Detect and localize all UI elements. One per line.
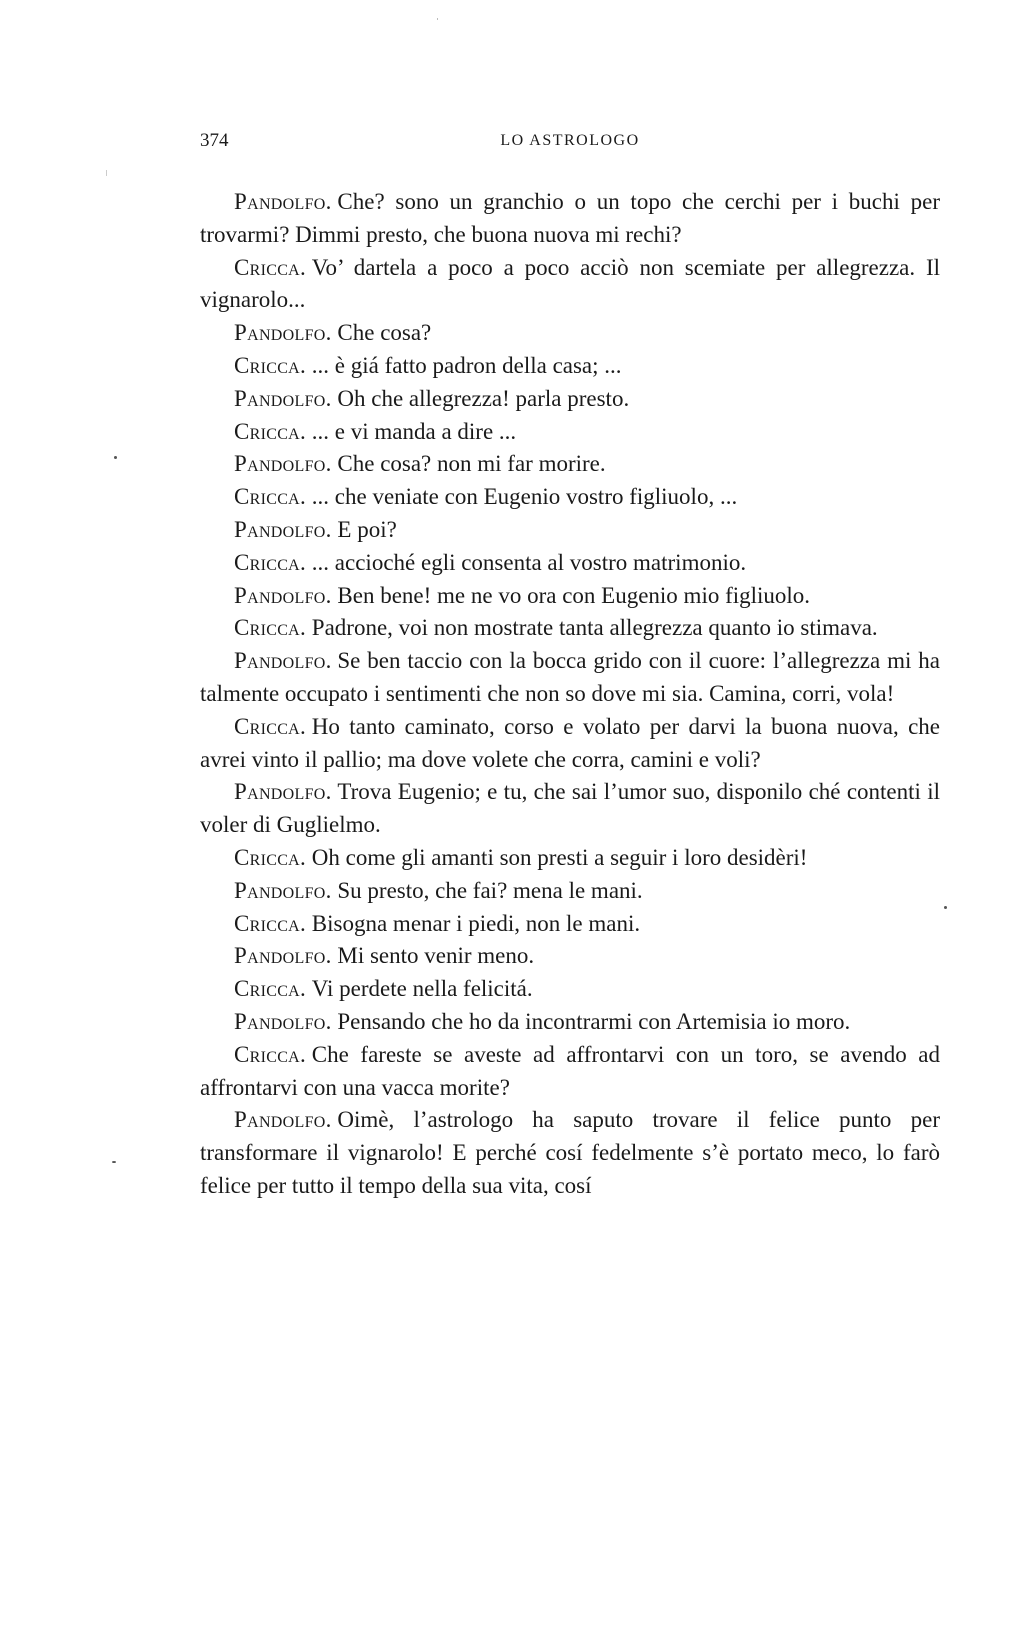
speech-text: E poi? xyxy=(337,516,397,542)
speech-line: Pandolfo. Ben bene! me ne vo ora con Eugenio mio figliuolo. xyxy=(234,582,811,608)
speech-line: Pandolfo. Che cosa? xyxy=(234,320,432,346)
speaker-name: Cricca xyxy=(234,418,301,444)
speech-text: Padrone, voi non mostrate tanta allegrezza quanto io stimava. xyxy=(311,615,878,641)
scan-speck xyxy=(944,906,947,909)
speech-text: ... è giá fatto padron della casa; ... xyxy=(311,352,622,378)
speech-line: Pandolfo. Su presto, che fai? mena le mani. xyxy=(234,877,643,903)
speech-text: Mi sento venir meno. xyxy=(337,943,535,969)
scan-speck xyxy=(112,1161,116,1163)
speech-line: Pandolfo. Che cosa? non mi far morire. xyxy=(234,451,606,477)
scan-mark xyxy=(106,170,107,176)
speech-line: Pandolfo. Che? sono un granchio o un topo che cerchi per i buchi per trovarmi? Dimmi presto, che buona nuova mi rechi? xyxy=(200,189,940,247)
speech-line: Pandolfo. E poi? xyxy=(234,516,397,542)
speaker-name: Cricca xyxy=(234,976,301,1002)
speech-text: Ho tanto caminato, corso e volato per darvi la buona nuova, che avrei vinto il pallio; ma dove volete che corra, camini e voli? xyxy=(200,713,940,772)
speech-text: Vo’ dartela a poco a poco acciò non scemiate per allegrezza. Il vignarolo... xyxy=(200,254,940,313)
speech-line: Cricca. Vi perdete nella felicitá. xyxy=(234,976,533,1002)
speech-line: Pandolfo. Oimè, l’astrologo ha saputo trovare il felice punto per transformare il vignarolo! E perché cosí fedelmente s’è portato meco, lo farò felice per tutto il tempo della sua vita, cosí xyxy=(200,1107,940,1198)
speech-line: Cricca. Ho tanto caminato, corso e volato per darvi la buona nuova, che avrei vinto il pallio; ma dove volete che corra, camini e voli? xyxy=(200,713,940,772)
speaker-name: Cricca xyxy=(234,713,301,739)
speech-line: Pandolfo. Pensando che ho da incontrarmi con Artemisia io moro. xyxy=(234,1008,851,1034)
speaker-name: Cricca xyxy=(234,352,301,378)
speech-line: Cricca. ... che veniate con Eugenio vostro figliuolo, ... xyxy=(234,484,738,510)
speaker-name: Cricca xyxy=(234,549,301,575)
speech-text: Se ben taccio con la bocca grido con il cuore: l’allegrezza mi ha talmente occupato i sentimenti che non so dove mi sia. Camina, corri, vola! xyxy=(200,648,940,706)
speaker-name: Cricca xyxy=(234,1041,301,1067)
speaker-name: Cricca xyxy=(234,254,301,280)
speaker-name: Cricca xyxy=(234,615,301,641)
speaker-name: Pandolfo xyxy=(234,189,326,214)
page-header xyxy=(200,130,940,160)
speech-text: Su presto, che fai? mena le mani. xyxy=(337,877,643,903)
speech-line: Cricca. Che fareste se aveste ad affrontarvi con un toro, se avendo ad affrontarvi con una vacca morite? xyxy=(200,1041,940,1100)
speaker-name: Pandolfo xyxy=(234,648,326,674)
speech-line: Pandolfo. Trova Eugenio; e tu, che sai l’umor suo, disponilo ché contenti il voler di Guglielmo. xyxy=(200,779,940,838)
page-number: 374 xyxy=(200,130,229,151)
speaker-name: Pandolfo xyxy=(234,320,326,346)
scan-mark xyxy=(437,18,438,20)
speech-text: Vi perdete nella felicitá. xyxy=(311,976,533,1002)
speech-text: Bisogna menar i piedi, non le mani. xyxy=(311,910,641,936)
speech-line: Pandolfo. Mi sento venir meno. xyxy=(234,943,535,969)
speaker-name: Cricca xyxy=(234,844,301,870)
speech-line: Pandolfo. Oh che allegrezza! parla presto. xyxy=(234,385,630,411)
speech-text: Pensando che ho da incontrarmi con Artemisia io moro. xyxy=(337,1008,851,1034)
speech-line: Pandolfo. Se ben taccio con la bocca grido con il cuore: l’allegrezza mi ha talmente occupato i sentimenti che non so dove mi sia. Camina, corri, vola! xyxy=(200,648,940,706)
speaker-name: Pandolfo xyxy=(234,451,326,477)
speaker-name: Pandolfo xyxy=(234,1107,326,1133)
speech-text: Che fareste se aveste ad affrontarvi con un toro, se avendo ad affrontarvi con una vacca morite? xyxy=(200,1041,940,1100)
speaker-name: Cricca xyxy=(234,484,301,510)
dialogue-text xyxy=(200,186,940,1203)
speech-line: Cricca. ... e vi manda a dire ... xyxy=(234,418,517,444)
speaker-name: Pandolfo xyxy=(234,582,326,608)
speech-text: ... che veniate con Eugenio vostro figliuolo, ... xyxy=(311,484,738,510)
speech-line: Cricca. ... accioché egli consenta al vostro matrimonio. xyxy=(234,549,747,575)
speaker-name: Pandolfo xyxy=(234,779,326,805)
speech-line: Cricca. ... è giá fatto padron della casa; ... xyxy=(234,352,622,378)
speaker-name: Pandolfo xyxy=(234,1008,326,1034)
speaker-name: Cricca xyxy=(234,910,301,936)
speech-text: Che cosa? non mi far morire. xyxy=(337,451,606,477)
speech-text: Che cosa? xyxy=(337,320,432,346)
speech-line: Cricca. Bisogna menar i piedi, non le mani. xyxy=(234,910,641,936)
speech-text: Oimè, l’astrologo ha saputo trovare il felice punto per transformare il vignarolo! E perché cosí fedelmente s’è portato meco, lo farò felice per tutto il tempo della sua vita, cosí xyxy=(200,1107,940,1198)
speech-text: Oh come gli amanti son presti a seguir i loro desidèri! xyxy=(311,844,808,870)
speaker-name: Pandolfo xyxy=(234,943,326,969)
speech-text: Che? sono un granchio o un topo che cerchi per i buchi per trovarmi? Dimmi presto, che buona nuova mi rechi? xyxy=(200,189,940,247)
running-title: LO ASTROLOGO xyxy=(500,132,640,149)
speech-text: Oh che allegrezza! parla presto. xyxy=(337,385,630,411)
speaker-name: Pandolfo xyxy=(234,516,326,542)
speech-text: ... e vi manda a dire ... xyxy=(311,418,517,444)
speech-line: Cricca. Oh come gli amanti son presti a seguir i loro desidèri! xyxy=(234,844,808,870)
scan-speck xyxy=(114,456,117,459)
speech-line: Cricca. Padrone, voi non mostrate tanta allegrezza quanto io stimava. xyxy=(234,615,878,641)
speech-line: Cricca. Vo’ dartela a poco a poco acciò non scemiate per allegrezza. Il vignarolo... xyxy=(200,254,940,313)
speech-text: ... accioché egli consenta al vostro matrimonio. xyxy=(311,549,747,575)
speech-text: Ben bene! me ne vo ora con Eugenio mio figliuolo. xyxy=(337,582,811,608)
speaker-name: Pandolfo xyxy=(234,385,326,411)
speech-text: Trova Eugenio; e tu, che sai l’umor suo, disponilo ché contenti il voler di Guglielmo. xyxy=(200,779,940,838)
speaker-name: Pandolfo xyxy=(234,877,326,903)
